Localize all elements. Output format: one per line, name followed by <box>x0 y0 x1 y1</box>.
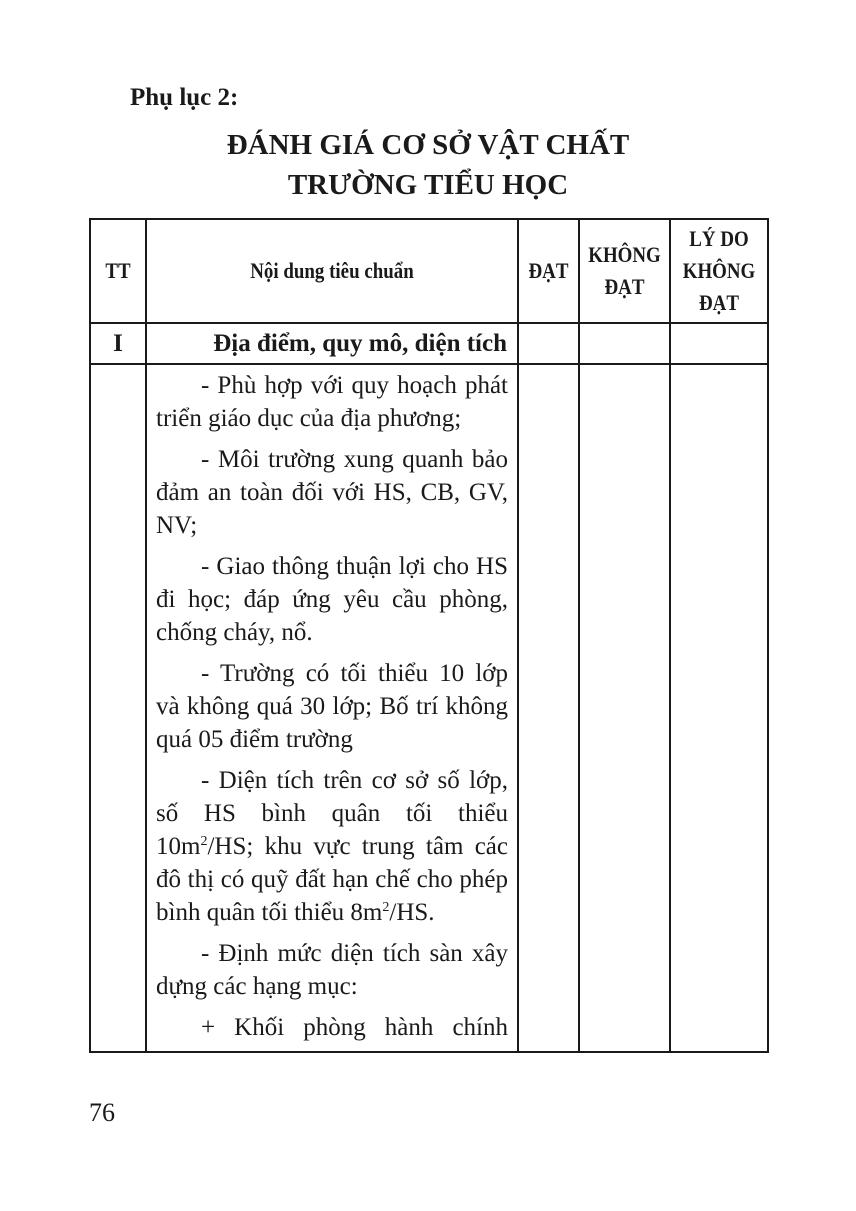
section-reason-cell <box>670 323 768 364</box>
area-sup-1: 2 <box>200 834 208 849</box>
criteria-fail-cell <box>579 364 670 1052</box>
header-reason-line-2: KHÔNG <box>682 258 756 283</box>
header-tt: TT <box>94 219 142 323</box>
section-number: I <box>90 323 146 364</box>
criterion-item-area <box>156 764 508 929</box>
criteria-pass-cell <box>518 364 579 1052</box>
document-title-line-1: ĐÁNH GIÁ CƠ SỞ VẬT CHẤT <box>226 129 630 161</box>
section-pass-cell <box>518 323 579 364</box>
header-pass: ĐẠT <box>522 219 574 323</box>
criterion-item: - Môi trường xung quanh bảo đảm an toàn đối với HS, CB, GV, NV; <box>156 446 508 539</box>
evaluation-table <box>89 218 769 1053</box>
page-number: 76 <box>89 1098 115 1127</box>
section-row <box>90 323 768 364</box>
area-text-part-3: /HS. <box>389 899 435 926</box>
criterion-item: - Định mức diện tích sàn xây dựng các hạng mục: <box>156 940 508 1000</box>
header-reason <box>677 219 761 323</box>
criteria-row <box>90 364 768 1052</box>
header-reason-line-3: ĐẠT <box>699 290 739 315</box>
appendix-label: Phụ lục 2: <box>130 84 239 111</box>
header-fail-line-1: KHÔNG <box>588 242 661 267</box>
header-fail-line-2: ĐẠT <box>604 274 645 299</box>
criteria-tt-cell <box>90 364 146 1052</box>
area-text-part-1: - Diện tích trên cơ sở số lớp, số HS bình quân tối thiểu 10m <box>156 767 508 860</box>
criteria-reason-cell <box>670 364 768 1052</box>
document-title-line-2: TRƯỜNG TIỂU HỌC <box>287 169 569 201</box>
criterion-item: - Phù hợp với quy hoạch phát triển giáo dục của địa phương; <box>156 372 508 432</box>
section-title: Địa điểm, quy mô, diện tích <box>146 323 518 364</box>
criteria-content-cell <box>146 364 518 1052</box>
area-sup-2: 2 <box>382 900 390 915</box>
criterion-item: - Trường có tối thiểu 10 lớp và không quá 30 lớp; Bố trí không quá 05 điểm trường <box>156 660 508 753</box>
header-fail <box>585 219 663 323</box>
criterion-item: - Giao thông thuận lợi cho HS đi học; đáp ứng yêu cầu phòng, chống cháy, nổ. <box>156 553 508 646</box>
header-content: Nội dung tiêu chuẩn <box>172 219 492 323</box>
criterion-item: + Khối phòng hành chính <box>201 1014 508 1041</box>
header-reason-line-1: LÝ DO <box>689 226 749 251</box>
section-fail-cell <box>579 323 670 364</box>
area-text-part-2: /HS; khu vực trung tâm các đô thị có quỹ đất hạn chế cho phép bình quân tối thiểu 8m <box>156 833 508 926</box>
table-header-row <box>90 219 768 323</box>
